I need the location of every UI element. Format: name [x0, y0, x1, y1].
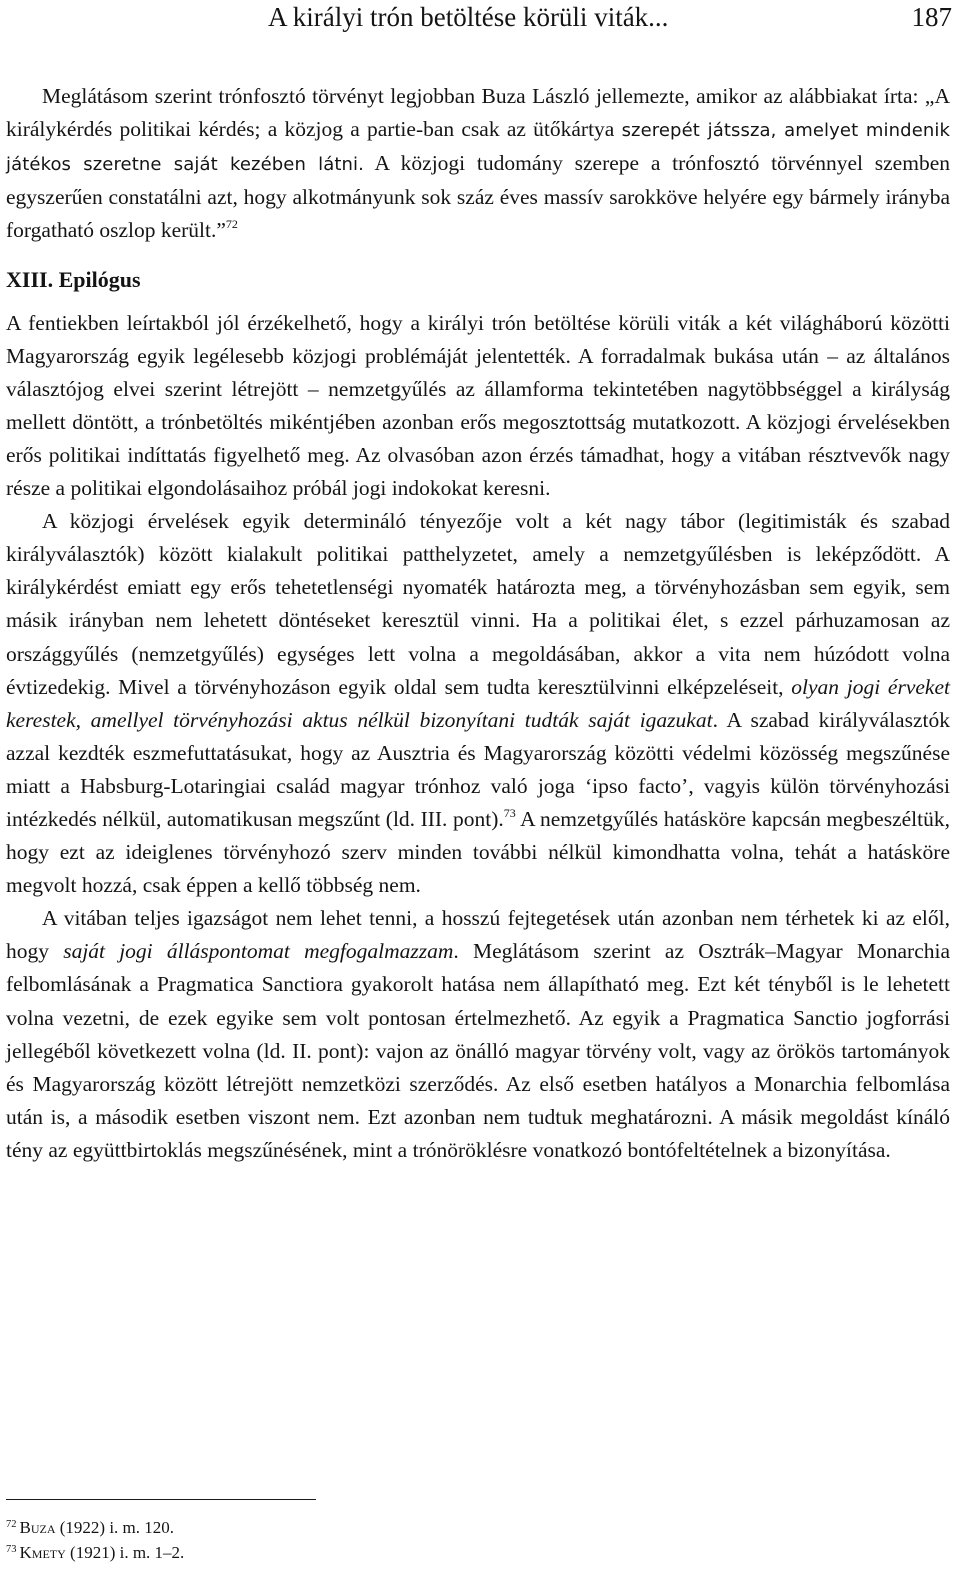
footnote-number: 72 [6, 1519, 17, 1530]
italic-emphasis-1: olyan jogi érveket kerestek, amellyel törvényhozási aktus nélkül bizonyítani tudták saját igazukat [6, 674, 950, 732]
paragraph-epilogue-2 [6, 505, 950, 902]
footnote-citation: (1922) i. m. 120. [55, 1518, 175, 1537]
footnote-ref-72[interactable]: 72 [225, 217, 238, 232]
footnote-ref-73[interactable]: 73 [503, 805, 516, 820]
paragraph-epilogue-3-part-a: A vitában teljes igazságot nem lehet tenni, a hosszú fejtegetések után azonban nem térhetek ki az elől, hogy [6, 906, 950, 964]
footnote-author: Buza [19, 1518, 56, 1537]
page-number: 187 [911, 2, 952, 32]
paragraph-epilogue-1: A fentiekben leírtakból jól érzékelhető, hogy a királyi trón betöltése körüli viták a két világháború közötti Magyarország egyik legélesebb közjogi problémáját jelentették. A forradalmak bukása után – az általános választójog elvei szerint létrejött – nemzetgyűlés az államforma tekintetében nagytöbbséggel a királyság mellett döntött, a trónbetöltés mikéntjében azonban erős megosztottság mutatkozott. A közjogi érvelésekben erős politikai indíttatás figyelhető meg. Az olvasóban azon érzés támadhat, hogy a vitában résztvevők nagy része a politikai elgondolásaihoz próbál jogi indokokat keresni. [6, 310, 950, 501]
footnote-73 [6, 1540, 184, 1565]
footnote-separator [6, 1499, 316, 1500]
paragraph-epilogue-3 [6, 902, 950, 1167]
paragraph-quote-part-b: szerepét játssza, amelyet mindenik játékos szeretne saját kezében látni. [6, 120, 950, 176]
running-head-title: A királyi trón betöltése körüli viták... [268, 2, 669, 32]
paragraph-quote-part-a: Meglátásom szerint trónfosztó törvényt legjobban Buza László jellemezte, amikor az alábbiakat írta: „A királykérdés politikai kérdés; a közjog a partie-ban csak az ütőkártya [6, 84, 950, 142]
footnote-72 [6, 1515, 184, 1540]
paragraph-epilogue-2-part-c: A nemzetgyűlés hatásköre kapcsán megbeszéltük, hogy ezt az ideiglenes törvényhozó szerv minden további nélkül kimondhatta volna, tehát a hatásköre megvolt hozzá, csak éppen a kellő többség nem. [6, 806, 950, 898]
paragraph-quote [6, 80, 950, 247]
body-text [6, 80, 950, 1167]
footnote-number: 73 [6, 1544, 17, 1555]
paragraph-quote-part-c: A közjogi tudomány szerepe a trónfosztó törvénnyel szemben egyszerűen constatálni azt, hogy alkotmányunk sok száz éves massív sarokköve helyére egy bármely irányba forgatható oszlop került.” [6, 151, 950, 243]
section-heading: XIII. Epilógus [6, 267, 141, 293]
paragraph-epilogue-2-part-a: A közjogi érvelések egyik determináló tényezője volt a két nagy tábor (legitimisták és szabad királyválasztók) között kialakult politikai patthelyzetet, amely a nemzetgyűlésben is leképződött. A királykérdést emiatt egy erős tehetetlenségi nyomaték határozta meg, a törvényhozásban sem egyik, sem másik irányban nem lehetett döntéseket keresztül vinni. Ha a politikai élet, s ezzel párhuzamosan az országgyűlés (nemzetgyűlés) egységes lett volna a megoldásában, akkor a vita nem húzódott volna évtizedekig. Mivel a törvényhozáson egyik oldal sem tudta keresztülvinni elképzeléseit, [6, 509, 950, 699]
running-head [268, 0, 952, 34]
footnote-author: Kmety [19, 1543, 66, 1562]
paragraph-epilogue-3-part-b: . Meglátásom szerint az Osztrák–Magyar Monarchia felbomlásának a Pragmatica Sanctiora gyakorolt hatása nem állapítható meg. Ezt két tényből is le lehetett volna vezetni, de ezek egyike sem volt pontosan értelmezhető. Az egyik a Pragmatica Sanctio jogforrási jellegéből következett volna (ld. II. pont): vajon az önálló magyar törvény volt, vagy az örökös tartományok és Magyarország között létrejött nemzetközi szerződés. Az első esetben hatályos a Monarchia felbomlása után is, a második esetben viszont nem. Ezt azonban nem tudtuk meghatározni. A másik megoldást kínáló tény az együttbirtoklás megszűnésének, mint a trónöröklésre vonatkozó bontófeltételnek a bizonyítása. [6, 939, 951, 1162]
footnote-citation: (1921) i. m. 1–2. [65, 1543, 185, 1562]
italic-emphasis-2: saját jogi álláspontomat megfogalmazzam [63, 939, 454, 964]
footnotes [6, 1515, 184, 1565]
paragraph-epilogue-2-part-b: . A szabad királyválasztók azzal kezdték eszmefuttatásukat, hogy az Ausztria és Magyarország közötti védelmi közösség megszűnése miatt a Habsburg-Lotaringiai család magyar trónhoz való joga ‘ipso facto’, vagyis külön törvényhozási intézkedés nélkül, automatikusan megszűnt (ld. III. pont). [6, 707, 950, 831]
